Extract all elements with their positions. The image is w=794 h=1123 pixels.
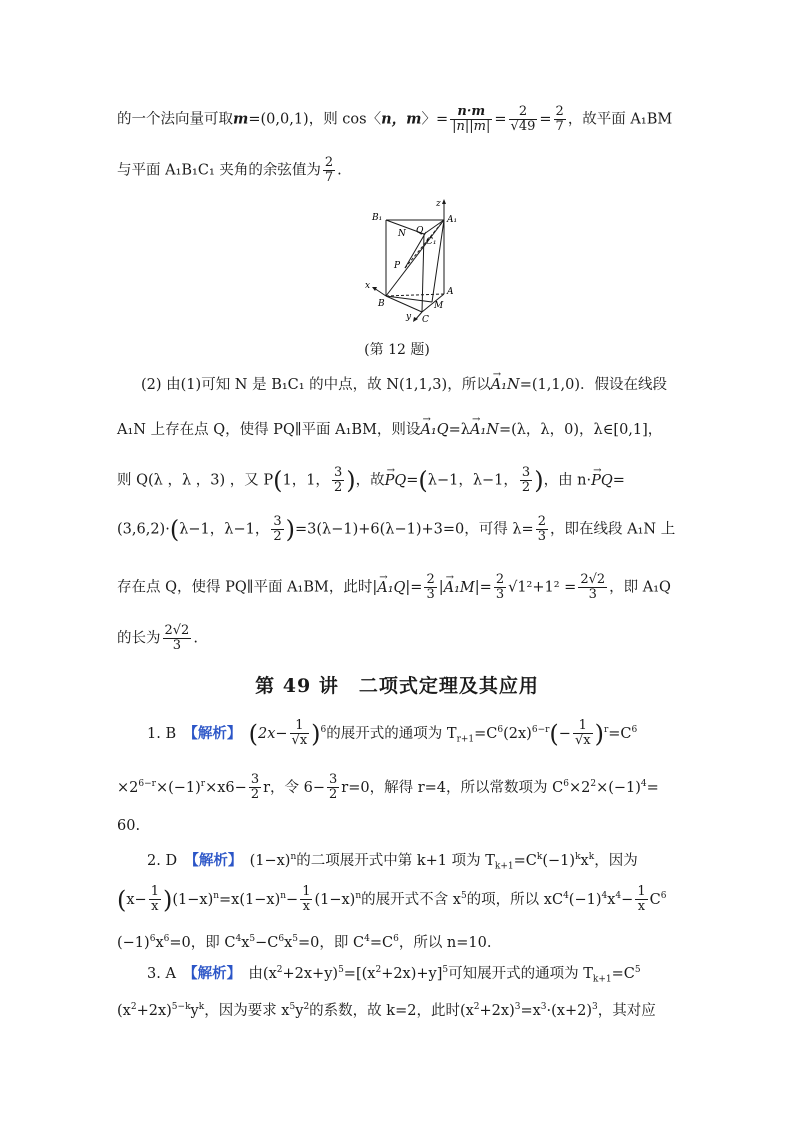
analysis-tag: 【解析】 xyxy=(190,964,234,982)
q3-line-2: $(x^2+2x)^{5-k}y^k$，因为要求 $x^5y^2$的系数，故 k=2，此时$(x^2+2x)^3=x^3\cdot(x+2)^3$，其对应 xyxy=(117,1002,656,1019)
text-line-3: (2) 由(1)可知 N 是 B₁C₁ 的中点，故 N(1,1,3)，所以→ A₁N=(1,1,0)．假设在线段 xyxy=(141,374,667,396)
label-B1: B₁ xyxy=(372,213,383,223)
answer-label: 2. D xyxy=(147,852,178,869)
text-line-5: 则 Q(λ ，λ ，3) ，又 P(1，1， $\frac{3}{2}$ )，故→ PQ=(λ−1，λ−1， $\frac{3}{2}$ )，由 n·→ PQ= xyxy=(117,466,625,495)
analysis-tag: 【解析】 xyxy=(191,851,236,869)
q2-line-2: (x− $\frac{1}{x}$ )$(1-x)^n=x(1-x)^n-$ $\frac{1}{x}$ $(1-x)^n$的展开式不含 $x^5$的项，所以 $xC^4(-1)^4x^4-$ $\frac{1}{x}$ $C^6$ xyxy=(117,884,667,915)
vector-m: m xyxy=(233,110,249,128)
q2-line-3: $(-1)^6x^6=0$，即 $C^4x^5-C^6x^5=0$，即 $C^4=C^6$，所以 n=10. xyxy=(117,934,492,951)
label-M: M xyxy=(434,301,444,311)
fraction: $\frac{2}{√49}$ xyxy=(510,104,536,134)
vector-A1Q: → A₁Q xyxy=(420,419,448,441)
answer-label: 1. B xyxy=(147,725,177,742)
text: 的一个法向量可取 xyxy=(117,111,233,128)
text-line-7: 存在点 Q，使得 PQ∥平面 A₁BM，此时|→ A₁Q|= $\frac{2}{3}$ |→ A₁M|= $\frac{2}{3}$ √1²+1² = $\frac{2√2}{3}$ ，即 A₁Q xyxy=(117,573,671,602)
label-C1: C₁ xyxy=(426,237,437,247)
vector-PQ: → PQ xyxy=(591,470,613,492)
text-line-2: 与平面 A₁B₁C₁ 夹角的余弦值为 $\frac{2}{7}$ . xyxy=(117,155,342,185)
label-N: N xyxy=(398,229,406,239)
text-line-1: 的一个法向量可取m=(0,0,1)，则 cos〈n，m〉= $\frac{n\cdot m}{|n||m|}$ = $\frac{2}{√49}$ = $\frac{2}{7}$ ，故平面 A₁BM xyxy=(117,104,673,134)
label-B: B xyxy=(378,299,385,309)
label-A: A xyxy=(447,287,454,297)
q1-line-1: 1. B 【解析】 (2x− $\frac{1}{√x}$ )$^6$的展开式的通项为 $T_{r+1}=C^6(2x)^{6-r}(-$ $\frac{1}{√x}$ )$^r=C^6$ xyxy=(147,718,638,749)
text-line-4: A₁N 上存在点 Q，使得 PQ∥平面 A₁BM，则设→ A₁Q=λ→ A₁N=(λ，λ，0)，λ∈[0,1]， xyxy=(117,419,662,441)
label-A1: A₁ xyxy=(447,215,458,225)
text: 与平面 A₁B₁C₁ 夹角的余弦值为 xyxy=(117,162,321,179)
analysis-tag: 【解析】 xyxy=(190,724,235,742)
label-C: C xyxy=(422,315,429,325)
label-Q: Q xyxy=(416,226,424,236)
fraction: $\frac{2}{7}$ xyxy=(324,155,334,185)
q1-line-3: 60. xyxy=(117,818,141,834)
text: =(0,0,1)，则 cos〈 xyxy=(248,111,382,128)
label-x: x xyxy=(365,281,371,291)
vector-pair: n，m xyxy=(381,110,422,128)
vector-A1N: → A₁N xyxy=(470,419,499,441)
text: ，故平面 A₁BM xyxy=(567,111,673,128)
prism-figure xyxy=(360,196,460,326)
section-title: 第 49 讲 二项式定理及其应用 xyxy=(255,675,539,697)
q1-line-2: $\times 2^{6-r}\times(-1)^r\times x6-$ $\frac{3}{2}$ r，令 6− $\frac{3}{2}$ r=0，解得 r=4，所以常数项为 $C^6\times 2^2\times(-1)^4=$ xyxy=(117,772,659,803)
label-z: z xyxy=(436,199,441,209)
vector-PQ: → PQ xyxy=(385,470,407,492)
text: 〉= xyxy=(421,111,449,128)
figure-caption: (第 12 题) xyxy=(364,342,430,358)
label-y: y xyxy=(406,312,412,322)
label-P: P xyxy=(394,261,401,271)
fraction: $\frac{n\cdot m}{|n||m|}$ xyxy=(452,104,491,134)
q2-line-1: 2. D 【解析】 $(1-x)^n$的二项展开式中第 k+1 项为 $T_{k+1}=C^k(-1)^kx^k$，因为 xyxy=(147,851,638,872)
text-line-6: (3,6,2)·(λ−1，λ−1， $\frac{3}{2}$ )=3(λ−1)+6(λ−1)+3=0，可得 λ= $\frac{2}{3}$ ，即在线段 A₁N 上 xyxy=(117,514,676,544)
q3-line-1: 3. A 【解析】 由$(x^2+2x+y)^5=[(x^2+2x)+y]^5$可知展开式的通项为 $T_{k+1}=C^5$ xyxy=(147,964,641,985)
fraction: $\frac{2}{7}$ xyxy=(555,104,564,134)
answer-label: 3. A xyxy=(147,965,176,982)
vector-A1N: → A₁N xyxy=(491,374,520,396)
text-line-8: 的长为 $\frac{2√2}{3}$ . xyxy=(117,623,198,653)
